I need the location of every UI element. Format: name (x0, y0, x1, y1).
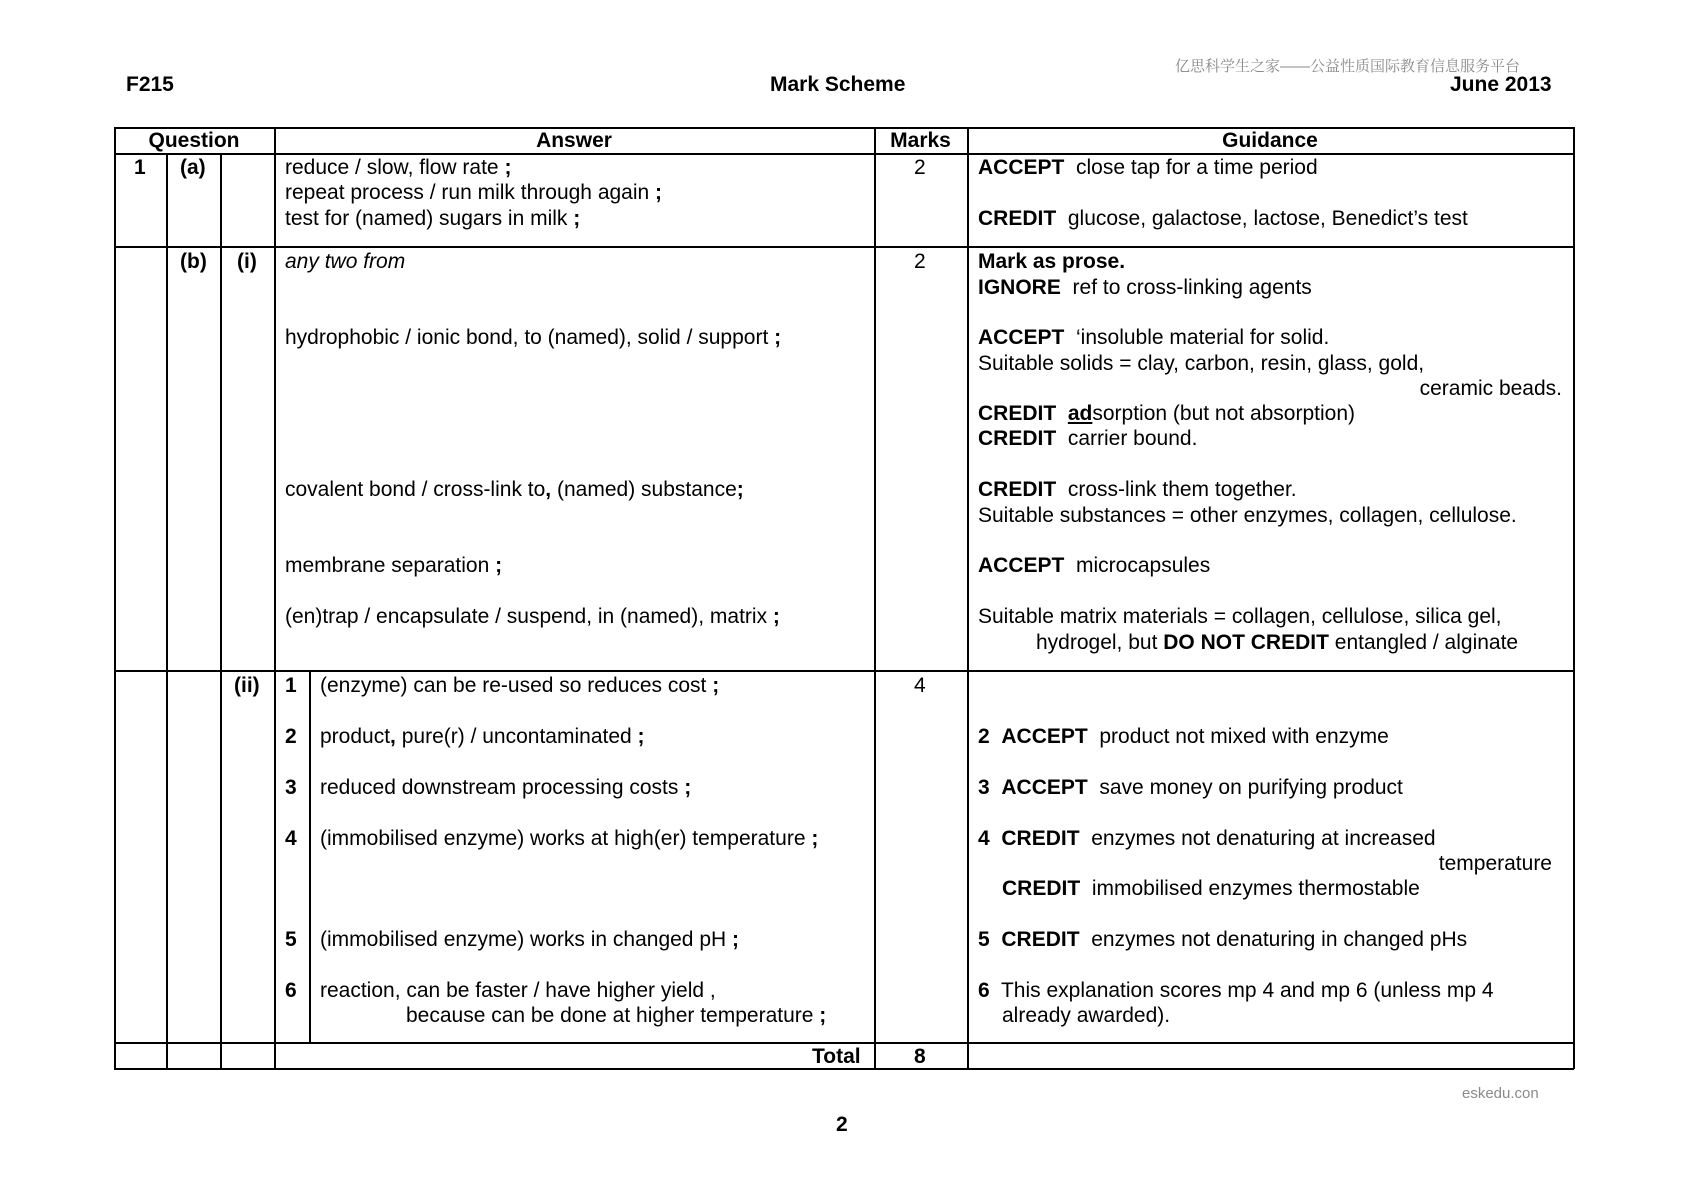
answer-line: test for (named) sugars in milk ; (285, 207, 581, 230)
marking-point-number: 6 (285, 979, 297, 1002)
document-title: Mark Scheme (770, 73, 906, 96)
answer-line: repeat process / run milk through again ; (285, 181, 663, 204)
guidance-line: temperature (1438, 852, 1552, 875)
marks-value: 2 (914, 156, 926, 179)
guidance-line: IGNORE ref to cross-linking agents (978, 276, 1312, 299)
marking-point-number: 5 (285, 928, 297, 951)
column-header-marks: Marks (890, 129, 951, 152)
question-part: (b) (180, 250, 207, 273)
guidance-line: CREDIT glucose, galactose, lactose, Benedict’s test (978, 207, 1468, 230)
answer-line: covalent bond / cross-link to, (named) substance; (285, 478, 744, 501)
answer-intro: any two from (285, 250, 406, 273)
marking-point: (enzyme) can be re-used so reduces cost ; (320, 674, 720, 697)
marking-point: reaction, can be faster / have higher yield , (320, 979, 716, 1002)
guidance-line: Suitable solids = clay, carbon, resin, glass, gold, (978, 352, 1425, 375)
guidance-line: Suitable substances = other enzymes, collagen, cellulose. (978, 504, 1517, 527)
guidance-line: CREDIT cross-link them together. (978, 478, 1297, 501)
question-part: (a) (180, 156, 206, 179)
guidance-line: 2 ACCEPT product not mixed with enzyme (978, 725, 1389, 748)
exam-session: June 2013 (1450, 73, 1552, 96)
answer-line: membrane separation ; (285, 554, 503, 577)
total-label: Total (812, 1045, 861, 1068)
question-subpart: (i) (237, 250, 257, 273)
guidance-line: Mark as prose. (978, 250, 1126, 273)
watermark-url: eskedu.con (1462, 1085, 1539, 1102)
marking-point-number: 1 (285, 674, 297, 697)
marks-value: 4 (914, 674, 926, 697)
marking-point: (immobilised enzyme) works at high(er) temperature ; (320, 827, 819, 850)
watermark-text: 亿思科学生之家——公益性质国际教育信息服务平台 (1175, 58, 1521, 75)
answer-line: reduce / slow, flow rate ; (285, 156, 512, 179)
marking-point-number: 3 (285, 776, 297, 799)
marking-point-number: 2 (285, 725, 297, 748)
guidance-line: Suitable matrix materials = collagen, cellulose, silica gel, (978, 605, 1502, 628)
marking-point: product, pure(r) / uncontaminated ; (320, 725, 645, 748)
guidance-line: 4 CREDIT enzymes not denaturing at increased (978, 827, 1436, 850)
marking-point-continuation: because can be done at higher temperature ; (406, 1004, 827, 1027)
answer-line: (en)trap / encapsulate / suspend, in (named), matrix ; (285, 605, 780, 628)
guidance-line: ACCEPT close tap for a time period (978, 156, 1318, 179)
marking-point: (immobilised enzyme) works in changed pH ; (320, 928, 740, 951)
column-header-answer: Answer (536, 129, 612, 152)
marking-point: reduced downstream processing costs ; (320, 776, 692, 799)
guidance-line: ceramic beads. (1419, 377, 1562, 400)
guidance-line: ACCEPT microcapsules (978, 554, 1211, 577)
marking-point-number: 4 (285, 827, 297, 850)
answer-line: hydrophobic / ionic bond, to (named), solid / support ; (285, 326, 782, 349)
guidance-line: CREDIT adsorption (but not absorption) (978, 402, 1356, 425)
guidance-line: 3 ACCEPT save money on purifying product (978, 776, 1403, 799)
question-number: 1 (134, 156, 146, 179)
paper-code: F215 (126, 73, 174, 96)
guidance-line: ACCEPT ‘insoluble material for solid. (978, 326, 1330, 349)
total-marks: 8 (914, 1045, 926, 1068)
guidance-line: hydrogel, but DO NOT CREDIT entangled / alginate (1036, 631, 1519, 654)
marks-value: 2 (914, 250, 926, 273)
column-header-question: Question (148, 129, 240, 152)
guidance-line: 5 CREDIT enzymes not denaturing in changed pHs (978, 928, 1468, 951)
guidance-line: already awarded). (1002, 1004, 1171, 1027)
guidance-line: CREDIT immobilised enzymes thermostable (1002, 877, 1420, 900)
guidance-line: CREDIT carrier bound. (978, 427, 1198, 450)
page-number: 2 (836, 1113, 848, 1136)
column-header-guidance: Guidance (1222, 129, 1318, 152)
guidance-line: 6 This explanation scores mp 4 and mp 6 (unless mp 4 (978, 979, 1494, 1002)
question-subpart: (ii) (234, 674, 260, 697)
